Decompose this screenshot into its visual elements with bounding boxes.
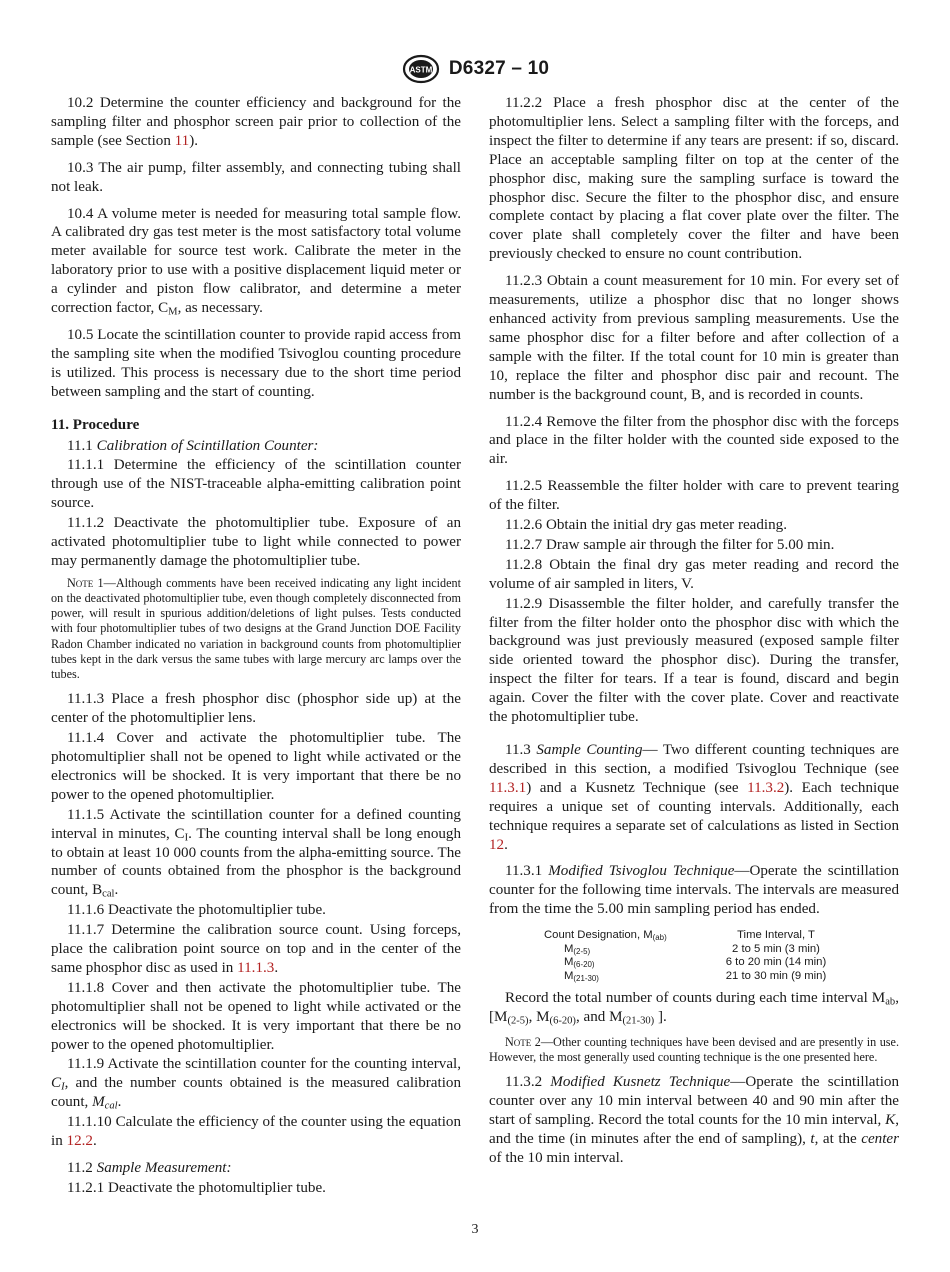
link-12-2[interactable]: 12.2 [66,1133,93,1150]
section-10-3: 10.3 The air pump, filter assembly, and connecting tubing shall not leak. [51,159,461,195]
section-11-1-6: 11.1.6 Deactivate the photomultiplier tube. [67,902,326,919]
section-11-1: 11.1 Calibration of Scintillation Counter: [67,437,319,454]
section-11-2: 11.2 Sample Measurement: [67,1160,232,1177]
section-10-4: 10.4 A volume meter is needed for measuring total sample flow. A calibrated dry gas test meter is the most satisfactory total volume meter available for source test work. Calibrate the meter in the laboratory prior to use with a positive displacement liquid meter or a cylinder and piston flow calibrator, and determine a meter correction factor, $C_M$, as necessary. [51,205,461,318]
section-11-2-7: 11.2.7 Draw sample air through the filter for 5.00 min. [505,536,835,553]
section-11-1-7: 11.1.7 Determine the calibration source count. Using forceps, place the calibration point source on top and in the center of the same phosphor disc as used in 11.1.3. [51,922,461,976]
section-11-2-8: 11.2.8 Obtain the final dry gas meter reading and record the volume of air sampled in liters, V. [489,556,899,592]
section-11-3-1: 11.3.1 Modified Tsivoglou Technique—Operate the scintillation counter for the following time intervals. The intervals are measured from the time the 5.00 min sampling period has ended. [489,863,899,918]
section-11-2-9: 11.2.9 Disassemble the filter holder, and carefully transfer the filter from the filter holder onto the phosphor disc with which the background was just previously measured (exposed sample filter side oriented toward the phosphor disc). During the transfer, inspect the filter for tears. If a tear is found, discard and begin again. Cover the filter with the cover plate. Cover and reactivate the photomultiplier tube. [489,595,899,726]
record-counts-paragraph: Record the total number of counts during each time interval $M_{ab}$, [$M_{(2-5)}$, $M_{(6-20)}$, and $M_{(21-30)}$ ]. [489,990,899,1027]
section-11-3-2: 11.3.2 Modified Kusnetz Technique—Operate the scintillation counter over any 10 min interval between 40 and 90 min after the start of sampling. Record the total counts for the 10 min interval, K, and the time (in minutes after the end of sampling), t, at the center of the 10 min interval. [489,1074,899,1166]
section-11-2-1: 11.2.1 Deactivate the photomultiplier tube. [67,1179,326,1196]
section-10-2: 10.2 Determine the counter efficiency and background for the sampling filter and phosphor screen pair prior to collection of the sample (see Section 11). [51,95,461,149]
section-11-1-2: 11.1.2 Deactivate the photomultiplier tube. Exposure of an activated photomultiplier tube to light while connected to power may permanently damage the photomultiplier tube. [51,515,461,569]
table-row: $M_{(21-30)}$ 21 to 30 min (9 min) [564,969,827,983]
section-11-2-6: 11.2.6 Obtain the initial dry gas meter reading. [505,517,787,534]
table-header-count-designation: Count Designation, $M_{(ab)}$ [544,929,667,943]
section-11-2-2: 11.2.2 Place a fresh phosphor disc at the center of the photomultiplier lens. Select a sampling filter with the forceps, and inspect the filter to determine if any tears are present: if so, discard. Place an acceptable sampling filter on top at the center of the phosphor disc, making sure the sampling surface is toward the phosphor disc. Secure the filter to the phosphor disc, and ensure complete contact by placing a flat cover plate over the filter. The cover plate shall completely cover the filter and have been previously checked to ensure no count contribution. [489,95,899,263]
note-2: Note 2—Other counting techniques have been devised and are presently in use. However, the most generally used counting technique is the one presented here. [489,1034,899,1065]
section-11-2-3: 11.2.3 Obtain a count measurement for 10 min. For every set of measurements, utilize a phosphor disc that no longer shows enhanced activity from previous sampling measurements. Use the same phosphor disc for a filter before and after collection of a sample with the filter. If the total count for 10 min is greater than 10, replace the filter and phosphor disc pair and recount. The number is the background count, B, and is recorded in counts. [489,273,899,403]
section-11-1-8: 11.1.8 Cover and then activate the photomultiplier tube. The photomultiplier shall not be opened to light while activated or the electronics will be shocked. It is very important that there be no power to the opened photomultiplier. [51,979,461,1053]
link-section-11[interactable]: 11 [174,132,190,149]
svg-text:ASTM: ASTM [409,65,433,75]
table-row: $M_{(6-20)}$ 6 to 20 min (14 min) [564,956,827,970]
section-11-1-4: 11.1.4 Cover and activate the photomultiplier tube. The photomultiplier shall not be opened to light while activated or the electronics will be shocked. It is very important that there be no power to the opened photomultiplier. [51,730,462,803]
section-11-2-5: 11.2.5 Reassemble the filter holder with care to prevent tearing of the filter. [489,478,899,514]
table-row: $M_{(2-5)}$ 2 to 5 min (3 min) [564,942,820,956]
link-11-1-3[interactable]: 11.1.3 [237,959,275,976]
astm-logo-icon [401,54,441,84]
page-header [0,54,950,86]
left-column [51,94,461,1199]
standard-designation: D6327 – 10 [448,58,550,79]
heading-procedure: 11. Procedure [51,416,140,433]
section-10-5: 10.5 Locate the scintillation counter to provide rapid access from the sampling site when the modified Tsivoglou counting procedure is utilized. This process is necessary due to the short time period between sampling and the start of counting. [51,326,461,400]
section-11-1-9: 11.1.9 Activate the scintillation counter for the counting interval, $C_I$, and the number counts obtained is the measured calibration count, $M_{cal}$. [51,1056,461,1112]
table-header-row [489,929,899,943]
table-header-time-interval: Time Interval, T [737,929,815,942]
count-interval-table [489,929,899,983]
section-11-2-4: 11.2.4 Remove the filter from the phosphor disc with the forceps and place in the filter holder with the counted side exposed to the air. [489,413,899,468]
section-11-1-1: 11.1.1 Determine the efficiency of the scintillation counter through use of the NIST-traceable alpha-emitting calibration point source. [51,457,461,512]
section-11-1-10: 11.1.10 Calculate the efficiency of the counter using the equation in 12.2. [51,1114,461,1150]
link-11-3-2[interactable]: 11.3.2 [747,779,785,796]
link-section-12[interactable]: 12 [489,836,505,853]
section-11-1-3: 11.1.3 Place a fresh phosphor disc (phosphor side up) at the center of the photomultiplier lens. [51,691,461,727]
section-11-1-5: 11.1.5 Activate the scintillation counter for a defined counting interval in minutes, $C_I$. The counting interval shall be long enough to obtain at least 10 000 counts from the alpha-emitting source. The number of counts obtained from the phosphor is the background count, $B_{cal}$. [51,806,462,900]
right-column [489,94,899,1176]
note-1: Note 1—Although comments have been received indicating any light incident on the deactivated photomultiplier tube, even though completely disconnected from power, will result in spurious addition/deletions of light pulses. Tests conducted with four photomultiplier tubes of two designs at the Grand Junction DOE Facility Radon Chamber indicated no variation in background counts from photomultiplier tubes kept in the dark versus the same tubes with large mercury arc lamps over the tubes. [51,575,462,682]
link-11-3-1[interactable]: 11.3.1 [489,779,527,796]
section-11-3: 11.3 Sample Counting— Two different counting techniques are described in this section, a modified Tsivoglou Technique (see 11.3.1) and a Kusnetz Technique (see 11.3.2). Each technique requires a unique set of counting intervals. Additionally, each technique requires a separate set of calculations as listed in Section 12. [489,742,900,853]
page-number: 3 [471,1222,479,1237]
